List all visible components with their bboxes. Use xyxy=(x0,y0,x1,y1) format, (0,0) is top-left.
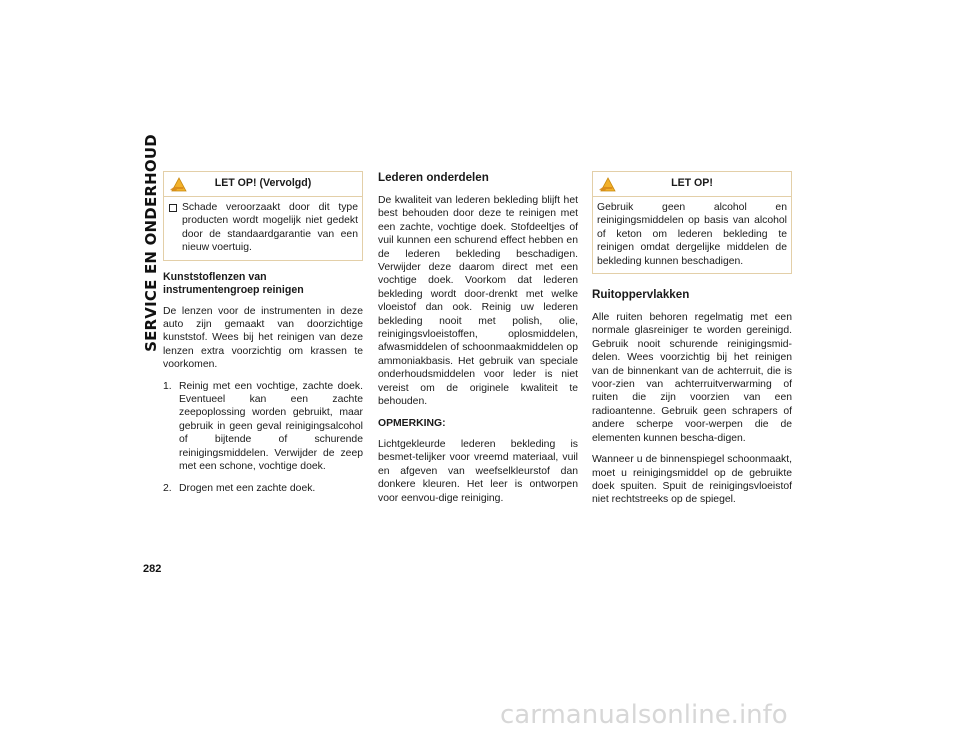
step-number: 2. xyxy=(163,482,172,494)
step-text: Reinig met een vochtige, zachte doek. Eventueel kan een zachte zeepoplossing worden gebruikt, maar gebruik in geen geval reinigingsalcohol of bijtende of schurende reinigingsmiddelen. Verwijder de zeep met een schone, vochtige doek. xyxy=(179,380,363,473)
caution-box-body: Gebruik geen alcohol en reinigingsmiddelen op basis van alcohol of keton om lederen bekleding te reinigen omdat dergelijke middelen de bekleding kunnen beschadigen. xyxy=(597,202,787,267)
window-surfaces-paragraph-2: Wanneer u de binnenspiegel schoonmaakt, moet u reinigingsmiddel op de gebruikte doek spuiten. Spuit de reinigingsvloeistof niet rechtstreeks op de spiegel. xyxy=(592,454,792,506)
list-item xyxy=(163,482,363,495)
warning-hand-icon xyxy=(597,175,619,193)
caution-bullet-text: Schade veroorzaakt door dit type producten wordt mogelijk niet gedekt door de standaardgarantie van een nieuw voertuig. xyxy=(182,202,358,254)
caution-box-body xyxy=(164,197,362,260)
note-label: OPMERKING: xyxy=(378,417,446,429)
window-surfaces-heading: Ruitoppervlakken xyxy=(592,288,690,302)
column-3 xyxy=(592,171,792,515)
window-surfaces-paragraph-1: Alle ruiten behoren regelmatig met een normale glasreiniger te worden gereinigd. Gebruik nooit schurende reinigingsmid-delen. Wees voorzichtig bij het reinigen van de binnenkant van de achterruit, die is voor-zien van achterruitverwarming of ruiten die zijn voorzien van een radioantenne. Gebruik geen schrapers of andere scherpe voor-werpen die de elementen kunnen bescha-digen. xyxy=(592,312,792,444)
warning-hand-icon xyxy=(168,175,190,193)
square-bullet-icon xyxy=(169,204,177,212)
cleaning-steps-list xyxy=(163,380,363,495)
instrument-lens-intro: De lenzen voor de instrumenten in deze auto zijn gemaakt van doorzichtige kunststof. Wees bij het reinigen van deze lenzen extra voorzichtig om krassen te voorkomen. xyxy=(163,305,363,371)
caution-box-title: LET OP! xyxy=(671,177,713,190)
caution-box-continued xyxy=(163,171,363,261)
caution-box-header xyxy=(164,172,362,197)
note-text: Lichtgekleurde lederen bekleding is besmet-telijker voor vreemd materiaal, vuil en afgeven van weefselkleurstof dan donkere kleuren. Het leer is ontworpen voor eenvou-dige reiniging. xyxy=(378,438,578,504)
leather-parts-heading: Lederen onderdelen xyxy=(378,171,489,184)
watermark: carmanualsonline.info xyxy=(500,700,788,730)
caution-bullet xyxy=(168,201,358,255)
caution-box-title: LET OP! (Vervolgd) xyxy=(214,177,312,190)
instrument-lens-heading: Kunststoflenzen van instrumentengroep reinigen xyxy=(163,270,304,296)
caution-box xyxy=(592,171,792,274)
list-item xyxy=(163,380,363,474)
step-number: 1. xyxy=(163,380,172,392)
section-side-tab-label: SERVICE EN ONDERHOUD xyxy=(142,134,160,352)
page-number: 282 xyxy=(143,563,162,575)
column-1 xyxy=(163,171,363,503)
section-side-tab xyxy=(142,134,160,352)
leather-parts-paragraph: De kwaliteit van lederen bekleding blijft het best behouden door deze te reinigen met een zachte, vochtige doek. Stofdeeltjes of vuil kunnen een schurend effect hebben en de lederen bekleding beschadigen. Verwijder deze daarom direct met een vochtige doek. Voorkom dat lederen bekleding wordt door-drenkt met welke vloeistof dan ook. Reinig uw lederen bekleding nooit met polish, olie, reinigingsvloeistoffen, oplosmiddelen, afwasmiddelen of schoonmaakmiddelen op ammoniakbasis. Het gebruik van speciale onderhoudsmiddelen voor leder is niet vereist om de originele kwaliteit te behouden. xyxy=(378,195,578,408)
column-2 xyxy=(378,171,578,513)
step-text: Drogen met een zachte doek. xyxy=(179,482,316,494)
caution-box-header xyxy=(593,172,791,197)
